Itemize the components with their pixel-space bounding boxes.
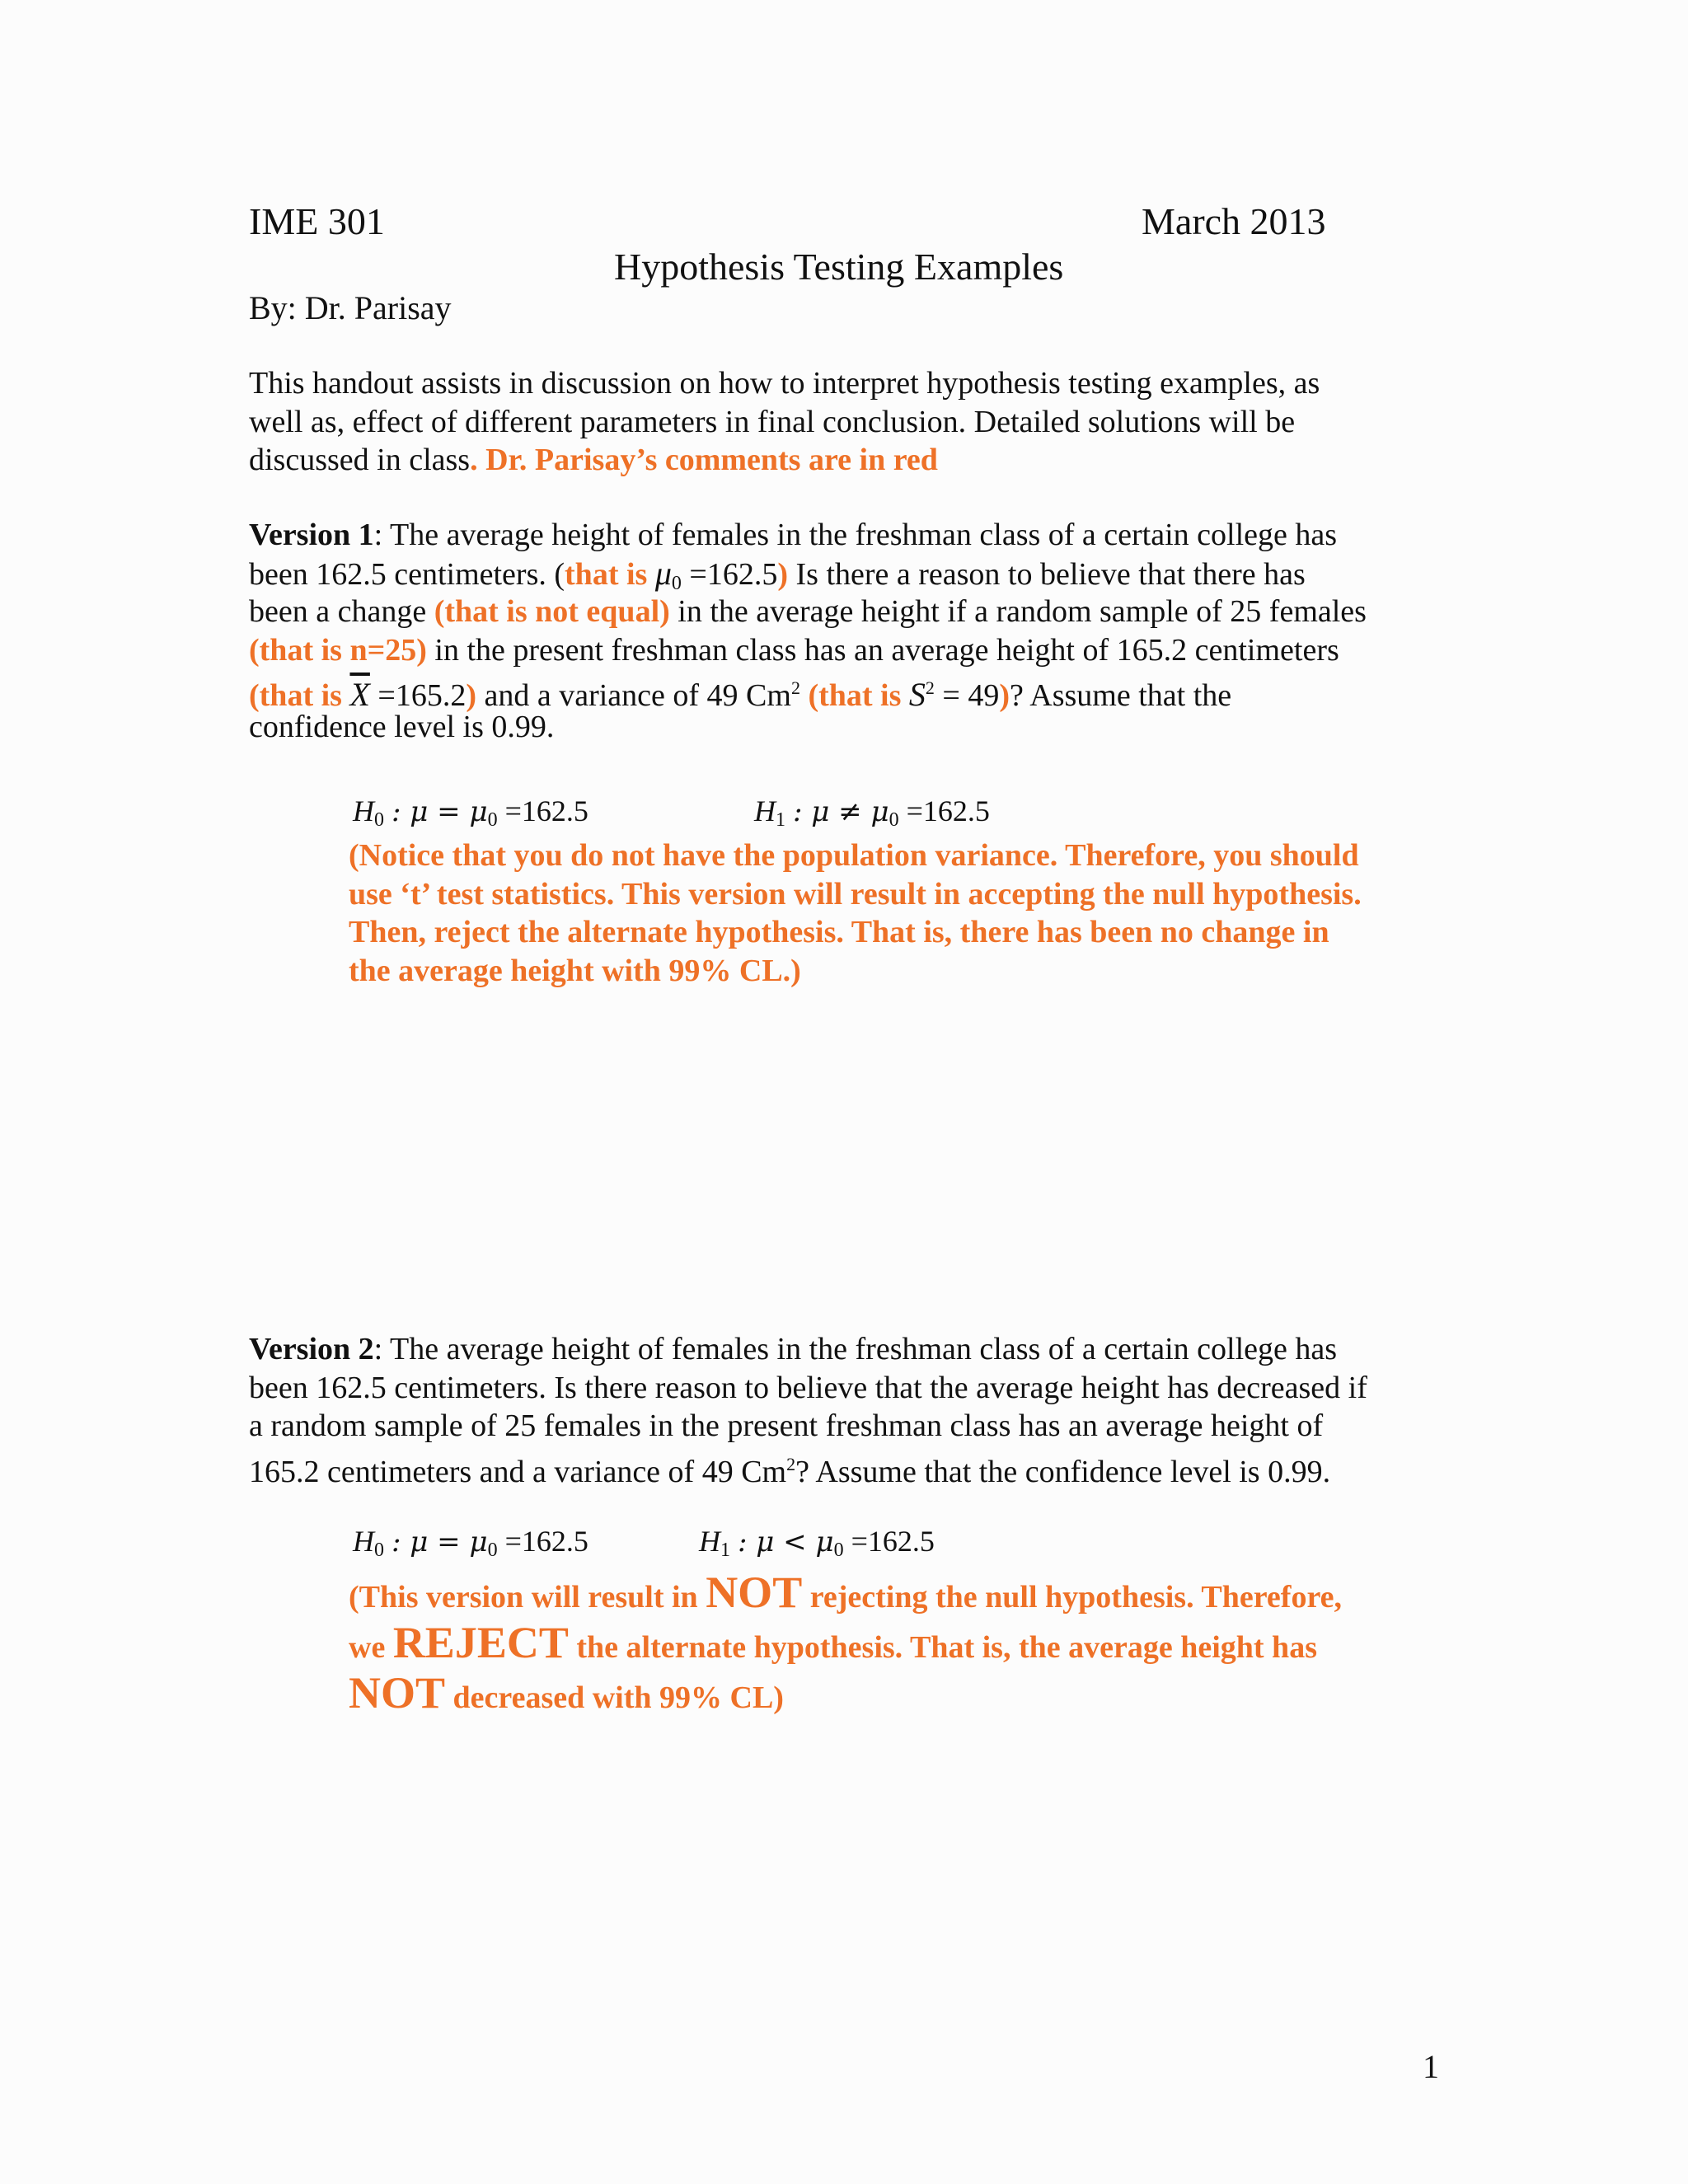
s-symbol: S: [908, 676, 926, 713]
v1-line: confidence level is 0.99.: [249, 709, 555, 744]
comment-text: decreased with 99% CL): [445, 1680, 784, 1715]
v2-alternate-hypothesis: [699, 1524, 935, 1562]
author: By: Dr. Parisay: [249, 289, 452, 326]
comment-line: use ‘t’ test statistics. This version will result in accepting the null hypothesis.: [349, 876, 1362, 912]
v1-line: [249, 516, 1367, 555]
subscript: 0: [374, 809, 384, 831]
v1-text: and a variance of 49 Cm: [476, 678, 791, 713]
comment-text: we: [349, 1630, 393, 1665]
v2-line: [249, 1330, 1367, 1369]
intro-line: This handout assists in discussion on how to interpret hypothesis testing examples, as: [249, 366, 1320, 401]
emphasis: REJECT: [392, 1618, 569, 1667]
comment-line: (Notice that you do not have the population variance. Therefore, you should: [349, 838, 1359, 873]
v1-comment: [349, 837, 1362, 990]
comment-text: the alternate hypothesis. That is, the average height has: [568, 1630, 1317, 1665]
subscript: 0: [833, 1540, 844, 1561]
relation: : μ = μ: [392, 795, 488, 828]
superscript: 2: [790, 677, 800, 698]
v2-line: a random sample of 25 females in the present freshman class has an average height of: [249, 1408, 1324, 1443]
version1-label: Version 1: [249, 518, 374, 552]
v2-text: The average height of females in the freshman class of a certain college has: [390, 1332, 1338, 1366]
comment-line: the average height with 99% CL.): [349, 953, 801, 988]
v1-null-hypothesis: [353, 794, 588, 832]
value: =162.5: [851, 1525, 935, 1558]
mu0-value: =162.5: [689, 556, 778, 592]
v1-line: [249, 669, 1367, 713]
subscript: 0: [374, 1540, 384, 1561]
intro-paragraph: [249, 364, 1320, 480]
superscript: 2: [786, 1453, 796, 1474]
h-letter: H: [353, 1525, 374, 1558]
page-number: 1: [1423, 2048, 1439, 2085]
comment-note: (that is: [249, 678, 342, 713]
intro-line: well as, effect of different parameters in final conclusion. Detailed solutions will be: [249, 404, 1296, 439]
v1-text: in the average height if a random sample of 25 females: [669, 594, 1367, 629]
v2-line: been 162.5 centimeters. Is there reason to believe that the average height has decreased if: [249, 1370, 1367, 1405]
v1-alternate-hypothesis: [754, 794, 990, 832]
comment-note: ): [466, 678, 476, 713]
intro-text: discussed in class: [249, 443, 471, 477]
comment-line: [349, 1668, 1342, 1723]
version2-paragraph: [249, 1330, 1367, 1489]
v1-text: in the present freshman class has an average height of 165.2 centimeters: [426, 632, 1339, 668]
xbar-value: =165.2: [377, 678, 467, 713]
subscript: 1: [720, 1540, 730, 1561]
h-letter: H: [754, 794, 776, 827]
subscript: 0: [487, 1540, 498, 1561]
version2-label: Version 2: [249, 1332, 374, 1366]
v1-line: [249, 593, 1367, 631]
date: March 2013: [1142, 200, 1326, 242]
comment-line: [349, 1568, 1342, 1623]
emphasis: NOT: [706, 1568, 803, 1617]
v1-colon: :: [373, 518, 391, 552]
comment-note: (that is: [799, 678, 902, 713]
v2-comment: [349, 1568, 1342, 1723]
v1-text: been 162.5 centimeters. (: [249, 556, 565, 592]
comment-line: [349, 1618, 1342, 1673]
v1-text: ? Assume that the: [1010, 678, 1232, 713]
v1-line: [249, 555, 1367, 593]
value: =162.5: [504, 1525, 588, 1558]
v1-text: Is there a reason to believe that there has: [788, 556, 1306, 592]
comment-line: Then, reject the alternate hypothesis. That is, there has been no change in: [349, 915, 1329, 949]
h-letter: H: [699, 1525, 720, 1558]
relation: : μ ≠ μ: [793, 795, 889, 828]
comment-note: that is: [565, 556, 648, 592]
v2-line: [249, 1446, 1367, 1489]
comment-text: rejecting the null hypothesis. Therefore,: [802, 1580, 1342, 1615]
comment-note: (that is n=25): [249, 632, 427, 668]
v2-colon: :: [373, 1332, 391, 1366]
intro-line: [249, 441, 1320, 480]
comment-note: ): [777, 556, 788, 592]
mu-symbol: $\mu_0$: [654, 554, 682, 594]
v2-text: 165.2 centimeters and a variance of 49 Cm: [249, 1454, 787, 1489]
subscript: 0: [889, 809, 899, 831]
relation: : μ = μ: [392, 1526, 488, 1558]
comment-text: (This version will result in: [349, 1580, 706, 1615]
v2-text: ? Assume that the confidence level is 0.99.: [795, 1454, 1331, 1489]
comment-note: (that is not equal): [434, 594, 670, 629]
h-letter: H: [353, 794, 374, 827]
value: =162.5: [906, 794, 990, 827]
v1-line: [249, 631, 1367, 670]
course-code: IME 301: [249, 200, 385, 242]
version1-paragraph: [249, 516, 1367, 746]
relation: : μ < μ: [738, 1526, 834, 1558]
v1-text: The average height of females in the freshman class of a certain college has: [390, 518, 1338, 552]
comment-note: . Dr. Parisay’s comments are in red: [470, 443, 938, 477]
superscript: 2: [925, 677, 935, 698]
emphasis: NOT: [349, 1668, 446, 1718]
xbar-symbol: $\overline{X}$: [349, 676, 370, 713]
v2-null-hypothesis: [353, 1524, 588, 1562]
v1-text: been a change: [249, 594, 434, 629]
document-title: Hypothesis Testing Examples: [614, 246, 1064, 288]
value: =162.5: [504, 794, 588, 827]
subscript: 1: [776, 809, 785, 831]
s2-value: = 49: [942, 678, 1000, 713]
comment-note: ): [999, 678, 1010, 713]
subscript: 0: [487, 809, 498, 831]
